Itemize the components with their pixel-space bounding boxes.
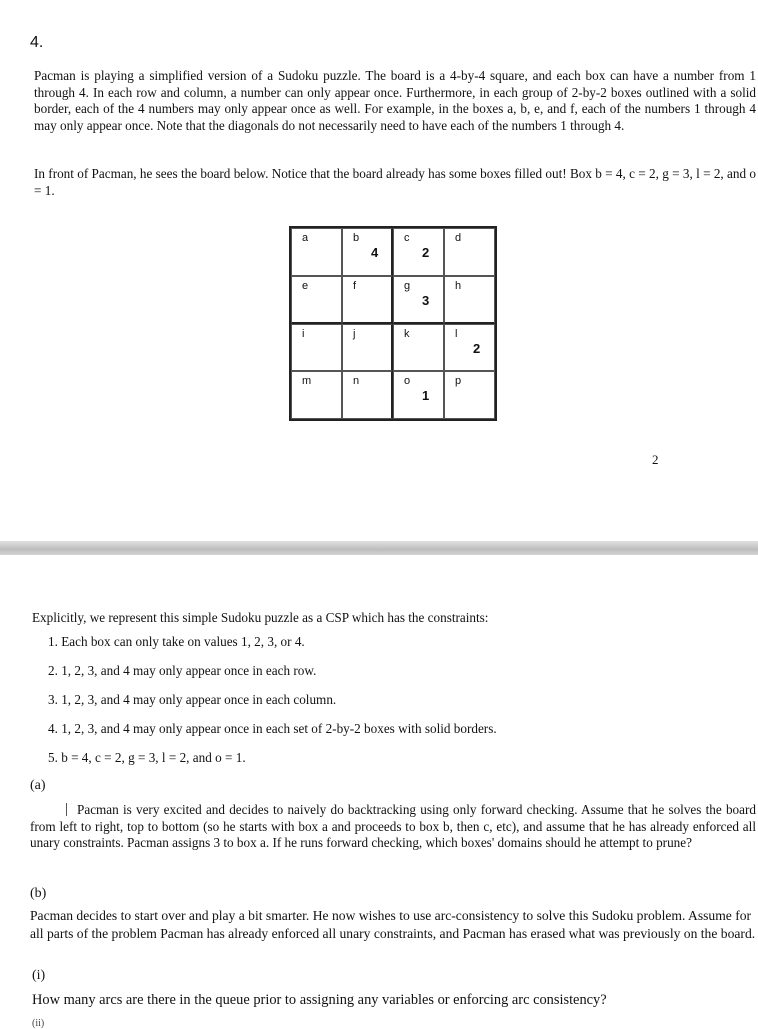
- cell-label: b: [353, 232, 360, 244]
- constraint-item: 5. b = 4, c = 2, g = 3, l = 2, and o = 1.: [48, 750, 246, 765]
- cell-label: o: [404, 375, 411, 388]
- cell-label: n: [353, 375, 360, 388]
- board-cell-o: [393, 371, 444, 419]
- cell-label: e: [302, 279, 309, 292]
- part-ii-label: (ii): [32, 1018, 45, 1029]
- constraint-item: 4. 1, 2, 3, and 4 may only appear once in each set of 2-by-2 boxes with solid borders.: [48, 721, 497, 736]
- board-cell-g: [393, 276, 444, 324]
- intro-paragraph: Pacman is playing a simplified version of a Sudoku puzzle. The board is a 4-by-4 square, and each box can have a number from 1 through 4. In each row and column, a number can only appear once. Furthermore, in each group of 2-by-2 boxes outlined with a solid border, each of the 4 numbers may only appear once as well. For example, in the boxes a, b, e, and f, each of the numbers 1 through 4 may only appear once. Note that the diagonals do not necessarily need to have each of the numbers 1 through 4.: [34, 68, 756, 133]
- part-b-text: Pacman decides to start over and play a bit smarter. He now wishes to use arc-consistency to solve this Sudoku problem. Assume for all parts of the problem Pacman has already enforced all unary constraints, and Pacman has erased what was previously on the board.: [30, 908, 756, 941]
- board-cell-c: [393, 228, 444, 276]
- cell-label: f: [353, 279, 357, 292]
- cell-label: c: [404, 232, 410, 244]
- part-i-label: (i): [32, 968, 46, 983]
- cell-label: l: [455, 327, 458, 340]
- board-cell-n: [342, 371, 393, 419]
- csp-intro: Explicitly, we represent this simple Sudoku puzzle as a CSP which has the constraints:: [32, 610, 489, 625]
- part-i-question: How many arcs are there in the queue prior to assigning any variables or enforcing arc consistency?: [32, 992, 607, 1008]
- board-cell-i: [291, 324, 342, 372]
- cell-value: 1: [422, 388, 430, 404]
- text-cursor: [66, 803, 67, 816]
- cell-label: h: [455, 279, 462, 292]
- board-paragraph: In front of Pacman, he sees the board below. Notice that the board already has some boxes filled out! Box b = 4, c = 2, g = 3, l = 2, and o = 1.: [34, 166, 756, 198]
- constraint-item: 3. 1, 2, 3, and 4 may only appear once in each column.: [48, 692, 337, 707]
- cell-label: m: [302, 375, 312, 388]
- board-cell-d: [444, 228, 495, 276]
- board-cell-k: [393, 324, 444, 372]
- part-b-label: (b): [30, 886, 47, 901]
- board-cell-f: [342, 276, 393, 324]
- cell-label: p: [455, 375, 462, 388]
- part-a-text: [30, 802, 756, 852]
- board-cell-m: [291, 371, 342, 419]
- cell-label: d: [455, 232, 462, 244]
- board-cell-e: [291, 276, 342, 324]
- cell-label: i: [302, 327, 305, 340]
- board-cell-a: [291, 228, 342, 276]
- board-cell-l: [444, 324, 495, 372]
- part-a-label: (a): [30, 778, 46, 793]
- cell-label: a: [302, 232, 309, 244]
- constraint-item: 1. Each box can only take on values 1, 2, 3, or 4.: [48, 634, 305, 649]
- page-break-divider: [0, 541, 758, 555]
- part-a-body: Pacman is very excited and decides to naively do backtracking using only forward checking. Assume that he solves the board from left to right, top to bottom (so he starts with box a and proceeds to box b, then c, etc), and assume that he has already enforced all unary constraints. Pacman assigns 3 to box a. If he runs forward checking, which boxes' domains should he attempt to prune?: [30, 802, 756, 851]
- board-cell-p: [444, 371, 495, 419]
- cell-value: 3: [422, 292, 430, 308]
- cell-value: 2: [473, 340, 481, 356]
- cell-value: 2: [422, 245, 430, 260]
- question-number: 4.: [30, 34, 44, 51]
- cell-value: 4: [371, 245, 379, 260]
- sudoku-board: [289, 226, 497, 421]
- board-cell-h: [444, 276, 495, 324]
- board-cell-j: [342, 324, 393, 372]
- cell-label: j: [353, 327, 356, 340]
- cell-label: g: [404, 279, 411, 292]
- constraint-list: [48, 634, 497, 779]
- constraint-item: 2. 1, 2, 3, and 4 may only appear once in each row.: [48, 663, 317, 678]
- board-cell-b: [342, 228, 393, 276]
- cell-label: k: [404, 327, 410, 340]
- page-number: 2: [652, 452, 659, 467]
